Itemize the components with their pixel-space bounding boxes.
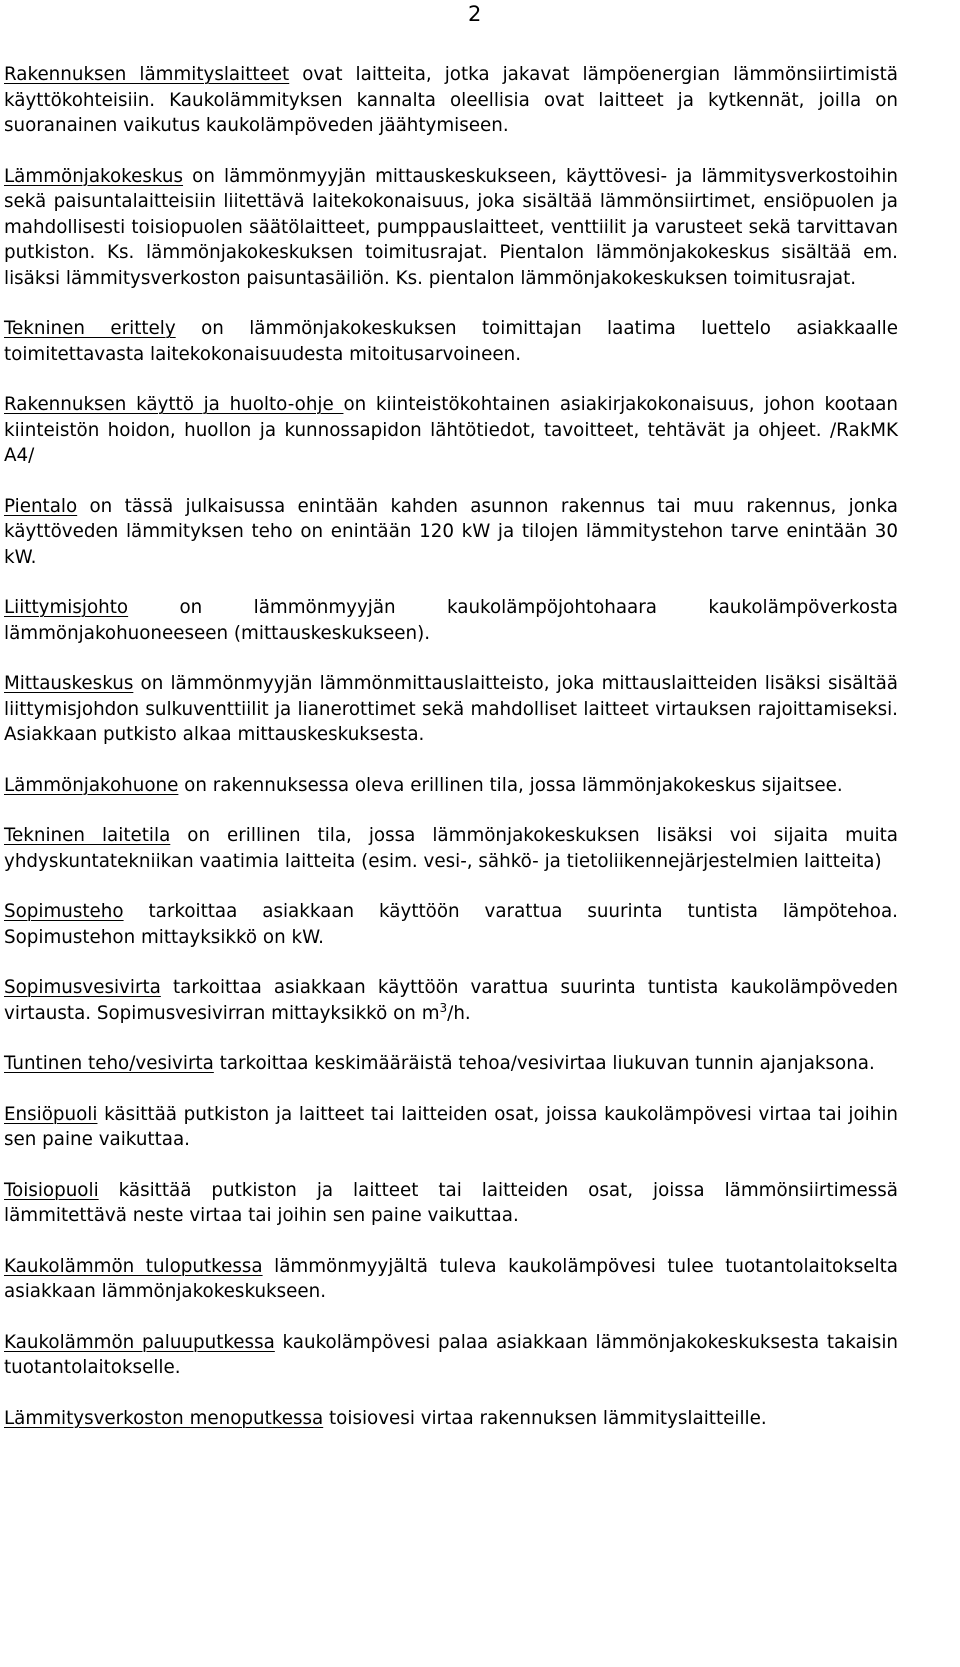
- definition-term: Kaukolämmön tuloputkessa: [4, 1255, 263, 1277]
- definition-text: kaukolämpövesi palaa asiakkaan lämmönjakokeskuksesta takaisin tuotantolaitokselle.: [4, 1331, 898, 1378]
- definition-paragraph: [4, 494, 898, 571]
- definition-paragraph: [4, 164, 898, 292]
- definition-term: Pientalo: [4, 495, 78, 517]
- definition-text: on tässä julkaisussa enintään kahden asunnon rakennus tai muu rakennus, jonka käyttöveden lämmityksen teho on enintään 120 kW ja tilojen lämmitystehon tarve enintään 30 kW.: [4, 495, 898, 568]
- definition-paragraph: [4, 823, 898, 874]
- definition-term: Tuntinen teho/vesivirta: [4, 1053, 214, 1074]
- definition-paragraph: [4, 1102, 898, 1153]
- definition-term: Tekninen erittely: [4, 318, 176, 339]
- definition-term: Sopimusteho: [4, 901, 124, 922]
- definition-term: Ensiöpuoli: [4, 1103, 98, 1125]
- definition-text: on lämmönmyyjän mittauskeskukseen, käyttövesi- ja lämmitysverkostoihin sekä paisuntalaitteisiin liitettävä laitekokonaisuus, joka sisältää lämmönsiirtimet, ensiöpuolen ja mahdollisesti toisiopuolen säätölaitteet, pumppauslaitteet, venttiilit ja varusteet sekä tarvittavan putkiston. Ks. lämmönjakokeskuksen toimitusrajat. Pientalon lämmönjakokeskus sisältää em. lisäksi lämmitysverkoston paisuntasäiliön. Ks. pientalon lämmönjakokeskuksen toimitusrajat.: [4, 165, 898, 289]
- definition-text: tarkoittaa keskimääräistä tehoa/vesivirtaa liukuvan tunnin ajanjaksona.: [213, 1053, 875, 1074]
- definition-paragraph: [4, 1051, 898, 1077]
- definition-paragraph: [4, 1254, 898, 1305]
- definition-term: Lämmitysverkoston menoputkessa: [4, 1407, 324, 1429]
- definition-term: Liittymisjohto: [4, 597, 129, 618]
- definition-text: käsittää putkiston ja laitteet tai laitteiden osat, joissa kaukolämpövesi virtaa tai joihin sen paine vaikuttaa.: [4, 1103, 898, 1150]
- definition-paragraph: [4, 1330, 898, 1381]
- definition-term: Lämmönjakokeskus: [4, 165, 184, 187]
- definitions-list: [4, 62, 898, 1431]
- definition-text: lämmönmyyjältä tuleva kaukolämpövesi tulee tuotantolaitokselta asiakkaan lämmönjakokeskukseen.: [4, 1255, 898, 1302]
- definition-text: on rakennuksessa oleva erillinen tila, jossa lämmönjakokeskus sijaitsee.: [178, 774, 843, 796]
- definition-text: on lämmönmyyjän lämmönmittauslaitteisto, joka mittauslaitteiden lisäksi sisältää liittymisjohdon sulkuventtiilit ja lianerottimet sekä mahdolliset laitteet virtauksen rajoittamiseksi. Asiakkaan putkisto alkaa mittauskeskuksesta.: [4, 673, 898, 745]
- definition-text: tarkoittaa asiakkaan käyttöön varattua suurinta tuntista lämpötehoa. Sopimustehon mittayksikkö on kW.: [4, 901, 898, 948]
- definition-text: toisiovesi virtaa rakennuksen lämmityslaitteille.: [323, 1407, 767, 1429]
- superscript-exponent: 3: [439, 1000, 448, 1015]
- definition-text: on lämmönmyyjän kaukolämpöjohtohaara kaukolämpöverkosta lämmönjakohuoneeseen (mittauskeskukseen).: [4, 597, 898, 644]
- definition-paragraph: [4, 1178, 898, 1229]
- definition-paragraph: [4, 62, 898, 139]
- definition-term: Tekninen laitetila: [4, 825, 171, 846]
- definition-term: Rakennuksen käyttö ja huolto-ohje: [4, 394, 344, 415]
- definition-text-tail: /h.: [447, 1002, 471, 1024]
- definition-paragraph: [4, 392, 898, 469]
- definition-term: Sopimusvesivirta: [4, 977, 161, 998]
- definition-paragraph: [4, 899, 898, 950]
- definition-paragraph: [4, 316, 898, 367]
- definition-term: Rakennuksen lämmityslaitteet: [4, 64, 290, 85]
- definition-paragraph: [4, 975, 898, 1026]
- definition-text: käsittää putkiston ja laitteet tai laitteiden osat, joissa lämmönsiirtimessä lämmitettävä neste virtaa tai joihin sen paine vaikuttaa.: [4, 1179, 898, 1226]
- definition-term: Lämmönjakohuone: [4, 774, 179, 796]
- definition-text: on erillinen tila, jossa lämmönjakokeskuksen lisäksi voi sijaita muita yhdyskuntatekniikan vaatimia laitteita (esim. vesi-, sähkö- ja tietoliikennejärjestelmien laitteita): [4, 825, 898, 872]
- page-number: 2: [468, 2, 482, 26]
- definition-term: Mittauskeskus: [4, 673, 134, 694]
- definition-term: Kaukolämmön paluuputkessa: [4, 1331, 275, 1353]
- definition-paragraph: [4, 773, 898, 799]
- definition-paragraph: [4, 595, 898, 646]
- definition-text: tarkoittaa asiakkaan käyttöön varattua suurinta tuntista kaukolämpöveden virtausta. Sopimusvesivirran mittayksikkö on m: [4, 977, 898, 1024]
- definition-text: on kiinteistökohtainen asiakirjakokonaisuus, johon kootaan kiinteistön hoidon, huollon ja kunnossapidon lähtötiedot, tavoitteet, tehtävät ja ohjeet. /RakMK A4/: [4, 394, 898, 466]
- definition-text: on lämmönjakokeskuksen toimittajan laatima luettelo asiakkaalle toimitettavasta laitekokonaisuudesta mitoitusarvoineen.: [4, 318, 898, 365]
- definition-paragraph: [4, 1406, 898, 1432]
- definition-term: Toisiopuoli: [4, 1179, 99, 1201]
- definition-paragraph: [4, 671, 898, 748]
- definition-text: ovat laitteita, jotka jakavat lämpöenergian lämmönsiirtimistä käyttökohteisiin. Kaukolämmityksen kannalta oleellisia ovat laitteet ja kytkennät, joilla on suoranainen vaikutus kaukolämpöveden jäähtymiseen.: [4, 64, 898, 136]
